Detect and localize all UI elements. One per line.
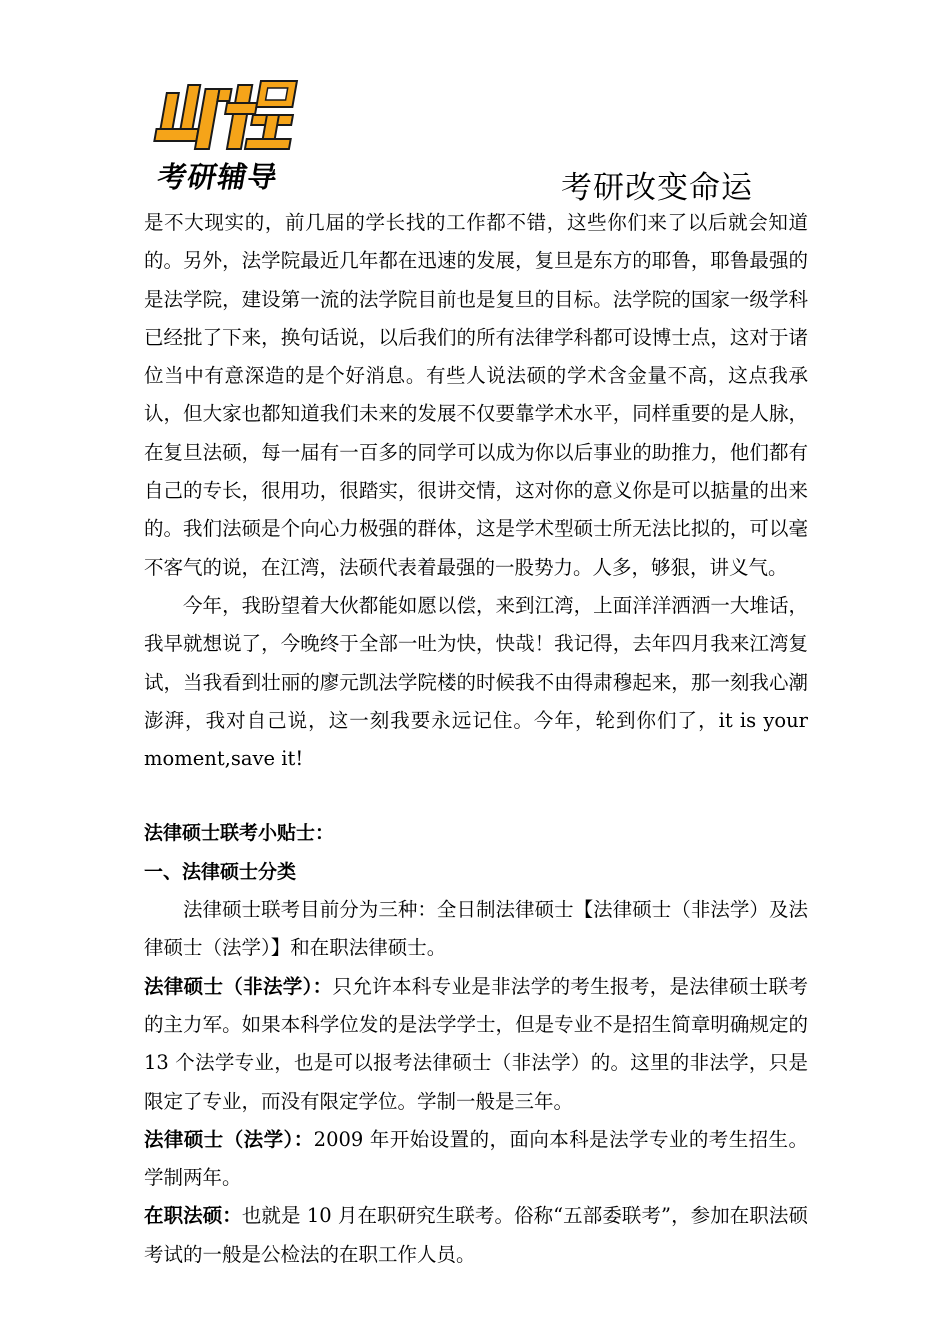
item-law-jm (144, 1121, 808, 1198)
blank-line (144, 778, 808, 814)
header-slogan: 考研改变命运 (561, 170, 753, 206)
item-label: 法律硕士（法学）： (144, 1127, 314, 1151)
item-non-law-jm (144, 968, 808, 1121)
paragraph-continued: 是不大现实的，前几届的学长找的工作都不错，这些你们来了以后就会知道的。另外，法学院最近几年都在迅速的发展，复旦是东方的耶鲁，耶鲁最强的是法学院，建设第一流的法学院目前也是复旦的目标。法学院的国家一级学科已经批了下来，换句话说，以后我们的所有法律学科都可设博士点，这对于诸位当中有意深造的是个好消息。有些人说法硕的学术含金量不高，这点我承认，但大家也都知道我们未来的发展不仅要靠学术水平，同样重要的是人脉，在复旦法硕，每一届有一百多的同学可以成为你以后事业的助推力，他们都有自己的专长，很用功，很踏实，很讲交情，这对你的意义你是可以掂量的出来的。我们法硕是个向心力极强的群体，这是学术型硕士所无法比拟的，可以毫不客气的说，在江湾，法硕代表着最强的一股势力。人多，够狠，讲义气。 (144, 211, 808, 579)
logo-mark-graphic (152, 75, 302, 157)
item-label: 在职法硕： (144, 1204, 242, 1228)
paragraph-this-year: 今年，我盼望着大伙都能如愿以偿，来到江湾，上面洋洋洒洒一大堆话，我早就想说了，今晚终于全部一吐为快，快哉！我记得，去年四月我来江湾复试，当我看到壮丽的廖元凯法学院楼的时候我不由得肃穆起来，那一刻我心潮澎湃，我对自己说，这一刻我要永远记住。今年，轮到你们了，it is your moment,save it! (144, 593, 808, 771)
logo-subtitle: 考研辅导 (154, 160, 281, 194)
section-heading-classification: 一、法律硕士分类 (144, 860, 297, 883)
tips-title: 法律硕士联考小贴士： (144, 822, 335, 845)
document-body (144, 204, 808, 1274)
brand-logo (152, 75, 302, 195)
item-text: 2009 年开始设置的，面向本科是法学专业的考生招生。学制两年。 (144, 1127, 808, 1190)
classification-intro: 法律硕士联考目前分为三种：全日制法律硕士【法律硕士（非法学）及法律硕士（法学）】和在职法律硕士。 (144, 898, 808, 960)
item-in-service-jm (144, 1197, 808, 1274)
item-text: 只允许本科专业是非法学的考生报考，是法律硕士联考的主力军。如果本科学位发的是法学学士，但是专业不是招生简章明确规定的 13 个法学专业，也是可以报考法律硕士（非法学）的。这里的非法学，只是限定了专业，而没有限定学位。学制一般是三年。 (144, 974, 808, 1113)
item-label: 法律硕士（非法学）： (144, 974, 333, 998)
item-text: 也就是 10 月在职研究生联考。俗称“五部委联考”，参加在职法硕考试的一般是公检法的在职工作人员。 (144, 1204, 808, 1266)
